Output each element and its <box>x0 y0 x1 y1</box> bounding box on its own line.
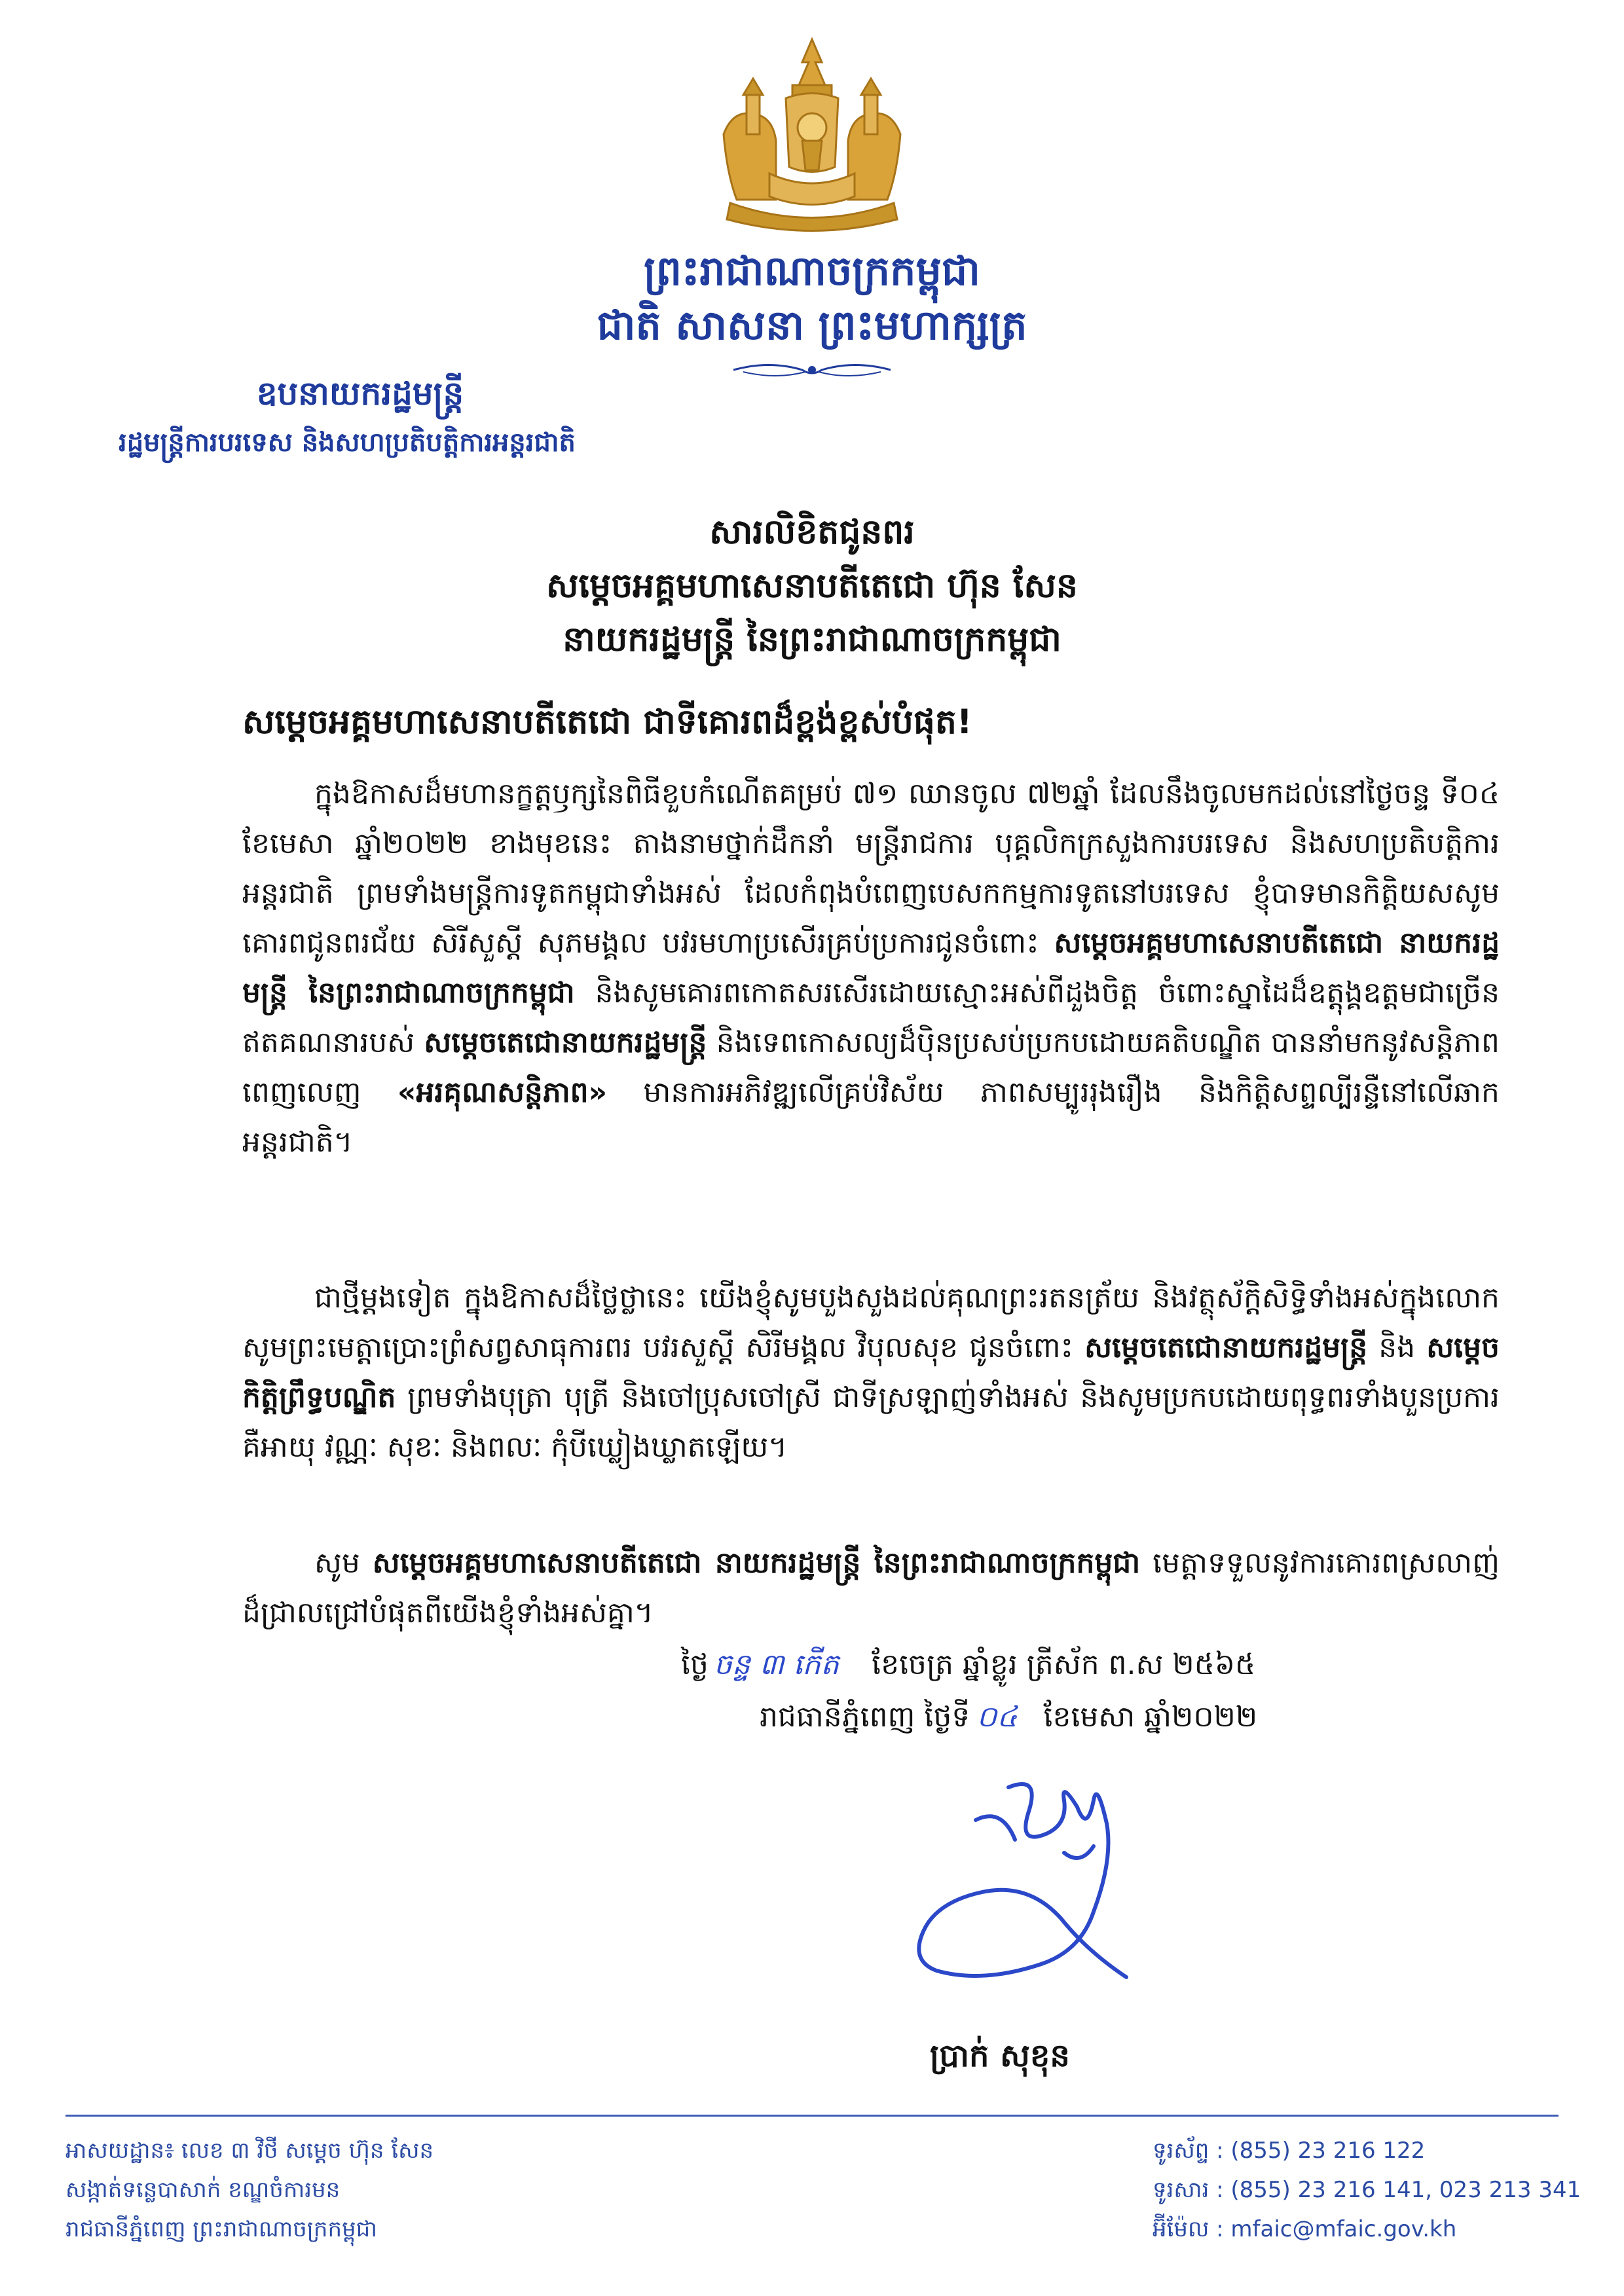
salutation: សម្តេចអគ្គមហាសេនាបតីតេជោ ជាទីគោរពដ៏ខ្ពង់ខ្ពស់បំផុត! <box>242 702 972 742</box>
address-line-3: រាជធានីភ្នំពេញ ព្រះរាជាណាចក្រកម្ពុជា <box>65 2216 377 2242</box>
text-segment: និងសូមគោរពកោតសរសើរដោយស្មោះអស់ពីដួងចិត្ត ចំពោះស្នាដៃដ៏ឧត្តុង្គឧត្តមជាច្រើនឥតគណនារបស់ <box>242 976 1500 1059</box>
text-segment: មានការអភិវឌ្ឍលើគ្រប់វិស័យ ភាពសម្បូររុងរឿង និងកិត្តិសព្ទល្បីរន្ទឺនៅលើឆាកអន្តរជាតិ។ <box>242 1076 1500 1159</box>
bold-segment: សម្តេចកិត្តិព្រឹទ្ធបណ្ឌិត <box>242 1331 1500 1414</box>
body-paragraph-3 <box>242 1539 1500 1638</box>
text-segment: មេត្តាទទួលនូវការគោរពស្រលាញ់ដ៏ជ្រាលជ្រៅបំផុតពីយើងខ្ញុំទាំងអស់គ្នា។ <box>242 1546 1500 1630</box>
address-line-2: សង្កាត់ទន្លេបាសាក់ ខណ្ឌចំការមន <box>65 2177 341 2203</box>
email-address: អ៊ីម៉ែល : mfaic@mfaic.gov.kh <box>1153 2216 1457 2242</box>
bold-segment: «អរគុណសន្តិភាព» <box>397 1076 608 1109</box>
letter-addressee: សម្តេចអគ្គមហាសេនាបតីតេជោ ហ៊ុន សែន <box>546 566 1078 606</box>
letter-addressee-position: នាយករដ្ឋមន្ត្រី នៃព្រះរាជាណាចក្រកម្ពុជា <box>563 620 1061 659</box>
bold-segment: សម្តេចតេជោនាយករដ្ឋមន្ត្រី <box>424 1026 707 1059</box>
text-segment: សូម <box>314 1546 360 1580</box>
lunar-date <box>681 1640 1255 1690</box>
letter-title: សារលិខិតជូនពរ <box>709 513 915 552</box>
signatory-name: ប្រាក់ សុខុន <box>930 2037 1070 2074</box>
text-segment: ក្នុងឱកាសដ៏មហានក្ខត្តឫក្សនៃពិធីខួបកំណើតគម្រប់ ៧១ ឈានចូល ៧២ឆ្នាំ ដែលនឹងចូលមកដល់នៅថ្ងៃចន្ទ ទី០៤ ខែមេសា ឆ្នាំ២០២២ ខាងមុខនេះ តាងនាមថ្នាក់ដឹកនាំ មន្ត្រីរាជការ បុគ្គលិកក្រសួងការបរទេស និងសហប្រតិបត្តិការអន្តរជាតិ ព្រមទាំងមន្ត្រីការទូតកម្ពុជាទាំងអស់ ដែលកំពុងបំពេញបេសកកម្មការទូតនៅបរទេស ខ្ញុំបាទមានកិត្តិយសសូមគោរពជូនពរជ័យ សិរីសួស្តី សុភមង្គល បវរមហាប្រសើរគ្រប់ប្រការជូនចំពោះ <box>242 777 1500 960</box>
fax-number: ទូរសារ : (855) 23 216 141, 023 213 341 <box>1153 2177 1581 2203</box>
place-date-prefix: រាជធានីភ្នំពេញ ថ្ងៃទី <box>760 1700 970 1734</box>
handwritten-signature-icon <box>897 1761 1159 2010</box>
bold-segment: សម្តេចអគ្គមហាសេនាបតីតេជោ នាយករដ្ឋមន្ត្រី នៃព្រះរាជាណាចក្រកម្ពុជា <box>242 926 1500 1010</box>
bold-segment: សម្តេចតេជោនាយករដ្ឋមន្ត្រី <box>1084 1331 1368 1364</box>
lunar-date-rest: ខែចេត្រ ឆ្នាំខ្លូរ ត្រីស័ក ព.ស ២៥៦៥ <box>872 1648 1256 1681</box>
text-segment: ព្រមទាំងបុត្រា បុត្រី និងចៅប្រុសចៅស្រី ជាទីស្រឡាញ់ទាំងអស់ និងសូមប្រកបដោយពុទ្ធពរទាំងបួនប្រការ គឺអាយុ វណ្ណៈ សុខៈ និងពលៈ កុំបីឃ្លៀងឃ្លាតឡើយ។ <box>242 1381 1500 1464</box>
lunar-date-prefix: ថ្ងៃ <box>681 1648 709 1681</box>
handwritten-day: ០៤ <box>976 1700 1018 1734</box>
place-and-date <box>760 1692 1257 1742</box>
address-line-1: អាសយដ្ឋាន៖ លេខ ៣ វិថី សម្តេច ហ៊ុន សែន <box>65 2138 434 2164</box>
office-subtitle: រដ្ឋមន្ត្រីការបរទេស និងសហប្រតិបត្តិការអន្តរជាតិ <box>119 428 576 458</box>
coat-of-arms-icon <box>710 36 913 242</box>
phone-number: ទូរស័ព្ទ : (855) 23 216 122 <box>1153 2138 1426 2164</box>
kingdom-name: ព្រះរាជាណាចក្រកម្ពុជា <box>644 247 980 295</box>
place-date-rest: ខែមេសា ឆ្នាំ២០២២ <box>1043 1700 1258 1734</box>
footer-divider <box>65 2115 1559 2117</box>
ornament-divider-icon <box>730 360 894 380</box>
national-motto: ជាតិ សាសនា ព្រះមហាក្សត្រ <box>597 301 1027 349</box>
handwritten-lunar-day: ចន្ទ ៣ កើត <box>713 1648 840 1681</box>
body-paragraph-1 <box>242 769 1500 1167</box>
office-title: ឧបនាយករដ្ឋមន្ត្រី <box>256 374 464 412</box>
text-segment: និងទេពកោសល្យដ៏ប៉ិនប្រសប់ប្រកបដោយគតិបណ្ឌិត បាននាំមកនូវសន្តិភាពពេញលេញ <box>242 1026 1500 1109</box>
text-segment: ជាថ្មីម្តងទៀត ក្នុងឱកាសដ៏ថ្លៃថ្លានេះ យើងខ្ញុំសូមបួងសួងដល់គុណព្រះរតនត្រ័យ និងវត្ថុស័ក្តិសិទ្ធិទាំងអស់ក្នុងលោក សូមព្រះមេត្តាប្រោះព្រំសព្វសាធុការពរ បវរសួស្តី សិរីមង្គល វិបុលសុខ ជូនចំពោះ <box>242 1281 1500 1364</box>
bold-segment: សម្តេចអគ្គមហាសេនាបតីតេជោ នាយករដ្ឋមន្ត្រី នៃព្រះរាជាណាចក្រកម្ពុជា <box>372 1546 1141 1580</box>
text-segment: និង <box>1378 1331 1416 1364</box>
body-paragraph-2 <box>242 1273 1500 1472</box>
